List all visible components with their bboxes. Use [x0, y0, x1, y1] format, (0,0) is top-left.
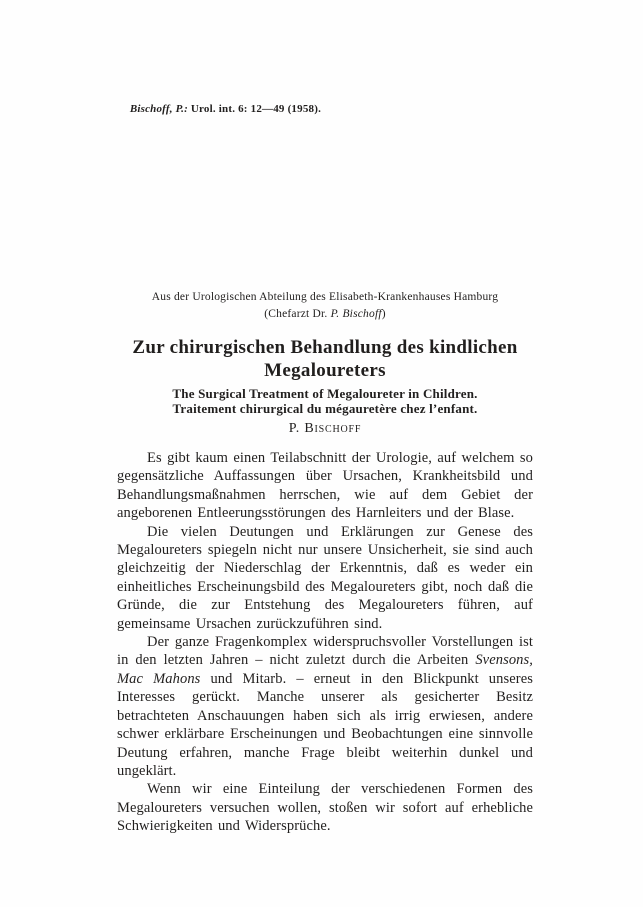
- chefarzt-prefix: (Chefarzt Dr.: [264, 308, 331, 320]
- text-run: Es gibt kaum einen Teilabschnitt der Urologie, auf welchem so gegensätzliche Auffassungen über Ursachen, Krankheitsbild und Behandlungsmaßnahmen herrschen, wie auf dem Gebiet der angeborenen Entleerungsstörungen des Harnleiters und der Blase.: [117, 450, 533, 522]
- institution-line: Aus der Urologischen Abteilung des Elisabeth-Krankenhauses Hamburg: [151, 291, 499, 303]
- article-title: [117, 336, 533, 382]
- author-name: P. Bischoff: [288, 421, 362, 436]
- citation-author: Bischoff, P.:: [129, 103, 188, 115]
- chefarzt-name: P. Bischoff: [330, 308, 382, 320]
- body-paragraph: [117, 523, 533, 633]
- body-paragraph: [117, 780, 533, 835]
- chief-physician-line: [117, 308, 533, 321]
- italic-text-run: Svensons, Mac Mahons: [117, 652, 533, 687]
- article-title-line-1: Zur chirurgischen Behandlung des kindlichen: [132, 337, 518, 358]
- text-run: Die vielen Deutungen und Erklärungen zur Genese des Megaloureters spiegeln nicht nur unsere Unsicherheit, sie sind auch gleichzeitig der Niederschlag der Erkenntnis, daß es weder ein einheitliches Erscheinungsbild des Megaloureters gibt, noch daß die Gründe, die zur Entstehung des Megaloureters führen, auf gemeinsame Ursachen zurückzuführen sind.: [117, 523, 533, 632]
- citation-reference: Urol. int. 6: 12—49 (1958).: [187, 103, 322, 115]
- running-head-citation: [118, 91, 321, 127]
- text-run: Der ganze Fragenkomplex widerspruchsvoller Vorstellungen ist in den letzten Jahren – nicht zuletzt durch die Arbeiten: [117, 634, 533, 669]
- body-paragraph: [117, 449, 533, 523]
- body-paragraph: [117, 633, 533, 780]
- subtitle-french: Traitement chirurgical du mégauretère chez l’enfant.: [172, 401, 478, 416]
- article-body: [117, 449, 533, 836]
- front-matter: [117, 291, 533, 437]
- text-run: und Mitarb. – erneut in den Blickpunkt unseres Interesses gerückt. Manche unserer als gesicherter Besitz betrachteten Anschauungen haben sich als irrig erwiesen, andere schwer erklärbare Erscheinungen und Beobachtungen eine sinnvolle Deutung erfahren, manche Frage bleibt weiterhin dunkel und ungeklärt.: [117, 670, 533, 779]
- chefarzt-suffix: ): [381, 308, 386, 320]
- article-title-line-2: Megaloureters: [264, 360, 386, 381]
- subtitle-english: The Surgical Treatment of Megaloureter in Children.: [172, 386, 478, 401]
- text-run: Wenn wir eine Einteilung der verschiedenen Formen des Megaloureters versuchen wollen, stoßen wir sofort auf erhebliche Schwierigkeiten und Widersprüche.: [117, 781, 533, 835]
